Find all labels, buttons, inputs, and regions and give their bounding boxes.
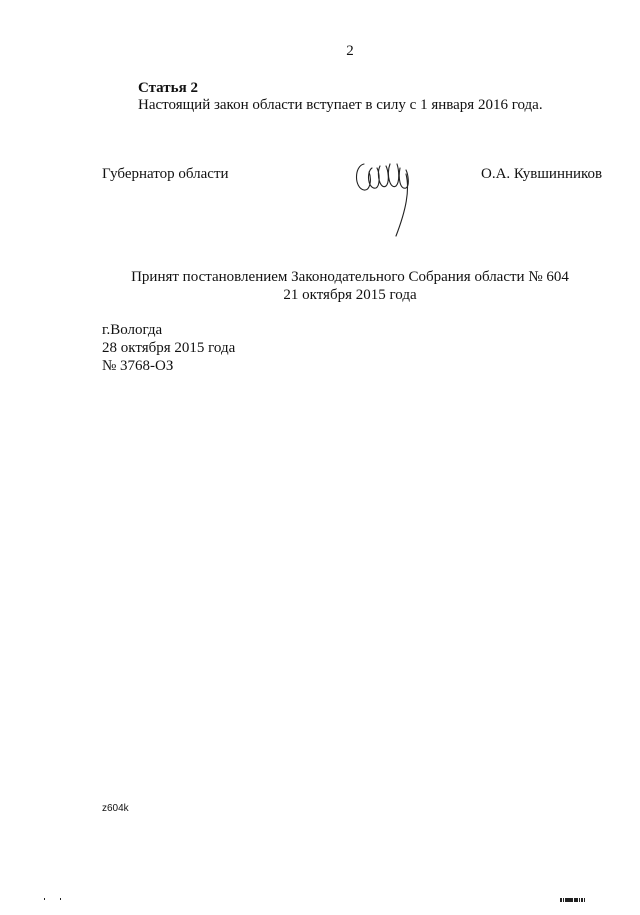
city: г.Вологда xyxy=(102,322,163,338)
governor-name: О.А. Кувшинников xyxy=(481,166,603,182)
law-number: № 3768-ОЗ xyxy=(102,358,174,374)
article-title: Статья 2 xyxy=(138,80,198,96)
page-number: 2 xyxy=(346,43,354,59)
scan-mark-left xyxy=(44,898,62,902)
document-code: z604k xyxy=(102,803,129,814)
article-text: Настоящий закон области вступает в силу с 1 января 2016 года. xyxy=(138,97,543,113)
signature-icon xyxy=(350,150,420,240)
adoption-line: Принят постановлением Законодательного Собрания области № 604 xyxy=(131,269,569,285)
issue-date: 28 октября 2015 года xyxy=(102,340,236,356)
governor-title: Губернатор области xyxy=(102,166,229,182)
barcode-icon xyxy=(560,898,586,902)
adoption-date: 21 октября 2015 года xyxy=(283,287,417,303)
adoption-block xyxy=(100,268,600,304)
